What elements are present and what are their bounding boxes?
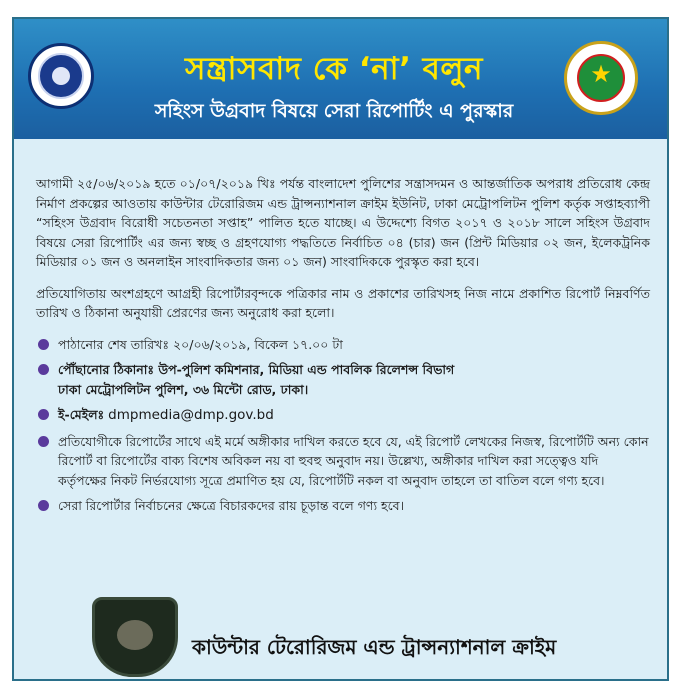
intro-paragraph: আগামী ২৫/০৬/২০১৯ হতে ০১/০৭/২০১৯ খিঃ পর্যন্ত বাংলাদেশ পুলিশের সন্ত্রাসদমন ও আন্তর্জাতিক অপরাধ প্রতিরোধ কেন্দ্র নির্মাণ প্রকল্পের আওতায় কাউন্টার টেরোরিজম এন্ড ট্রান্সন্যাশনাল ক্রাইম ইউনিট, ঢাকা মেট্রোপলিটন পুলিশ কর্তৃক সপ্তাহব্যাপী “সহিংস উগ্রবাদ বিরোধী সচেতনতা সপ্তাহ” পালিত হতে যাচ্ছে। এ উদ্দেশ্যে বিগত ২০১৭ ও ২০১৮ সালে সহিংস উগ্রবাদ বিষয়ে সেরা রিপোর্টিং এর জন্য স্বচ্ছ ও গ্রহণযোগ্য পদ্ধতিতে নির্বাচিত ০৪ (চার) জন (প্রিন্ট মিডিয়ার ০২ জন, ইলেকট্রনিক মিডিয়ার ০১ জন ও অনলাইন সাংবাদিকতার জন্য ০১ জন) সাংবাদিককে পুরস্কৃত করা হবে। bbox=[36, 176, 650, 269]
headline-subtitle: সহিংস উগ্রবাদ বিষয়ে সেরা রিপোর্টিং এ পুরস্কার bbox=[154, 100, 514, 122]
bullet-dot-icon bbox=[38, 500, 49, 511]
email-label: ই-মেইলঃ bbox=[58, 407, 105, 422]
header-banner bbox=[14, 19, 667, 139]
notice-body bbox=[36, 174, 650, 522]
advertisement-panel bbox=[12, 17, 669, 681]
list-item-judges bbox=[36, 496, 650, 516]
affidavit-text: প্রতিযোগীকে রিপোর্টের সাথে এই মর্মে অঙ্গীকার দাখিল করতে হবে যে, এই রিপোর্ট লেখকের নিজস্ব, রিপোর্টটি অন্য কোন রিপোর্ট বা রিপোর্টের বাক্য বিশেষ অবিকল নয় বা হুবহু অনুবাদ নয়। উল্লেখ্য, অঙ্গীকার দাখিল করা সত্ত্বেও যদি কর্তৃপক্ষের নিকট নির্ভরযোগ্য সূত্রে প্রমাণিত হয় যে, রিপোর্টটি নকল বা অনুবাদ তাহলে তা বাতিল বলে গণ্য হবে। bbox=[58, 433, 649, 488]
address-line-2: ঢাকা মেট্রোপলিটন পুলিশ, ৩৬ মিন্টো রোড, ঢাকা। bbox=[58, 381, 309, 397]
headline-title: সন্ত্রাসবাদ কে ‘না’ বলুন bbox=[184, 51, 484, 87]
bullet-dot-icon bbox=[38, 339, 49, 350]
police-emblem-logo bbox=[28, 43, 94, 109]
ctu-badge-logo bbox=[564, 41, 638, 115]
footer-organization-name: কাউন্টার টেরোরিজম এন্ড ট্রান্সন্যাশনাল ক্রাইম bbox=[192, 635, 557, 659]
email-address: dmpmedia@dmp.gov.bd bbox=[108, 407, 274, 423]
list-item-affidavit bbox=[36, 432, 650, 491]
counter-terrorism-police-logo bbox=[92, 597, 178, 677]
bullet-dot-icon bbox=[38, 409, 49, 420]
bullet-dot-icon bbox=[38, 436, 49, 447]
instruction-list bbox=[36, 335, 650, 516]
list-item-address bbox=[36, 360, 650, 399]
judges-text: সেরা রিপোর্টার নির্বাচনের ক্ষেত্রে বিচারকদের রায় চূড়ান্ত বলে গণ্য হবে। bbox=[58, 498, 405, 513]
list-item-email bbox=[36, 405, 650, 426]
list-item-deadline bbox=[36, 335, 650, 355]
deadline-text: পাঠানোর শেষ তারিখঃ ২০/০৬/২০১৯, বিকেল ১৭.০০ টা bbox=[58, 336, 343, 352]
bullet-dot-icon bbox=[38, 364, 49, 375]
star-icon: ★ bbox=[590, 60, 612, 88]
request-paragraph: প্রতিযোগিতায় অংশগ্রহণে আগ্রহী রিপোর্টারবৃন্দকে পত্রিকার নাম ও প্রকাশের তারিখসহ নিজ নামে প্রকাশিত রিপোর্ট নিম্নবর্ণিত তারিখ ও ঠিকানা অনুযায়ী প্রেরণের জন্য অনুরোধ করা হলো। bbox=[36, 285, 650, 320]
address-line-1: পৌঁছানোর ঠিকানাঃ উপ-পুলিশ কমিশনার, মিডিয়া এন্ড পাবলিক রিলেশন্স বিভাগ bbox=[58, 362, 455, 377]
